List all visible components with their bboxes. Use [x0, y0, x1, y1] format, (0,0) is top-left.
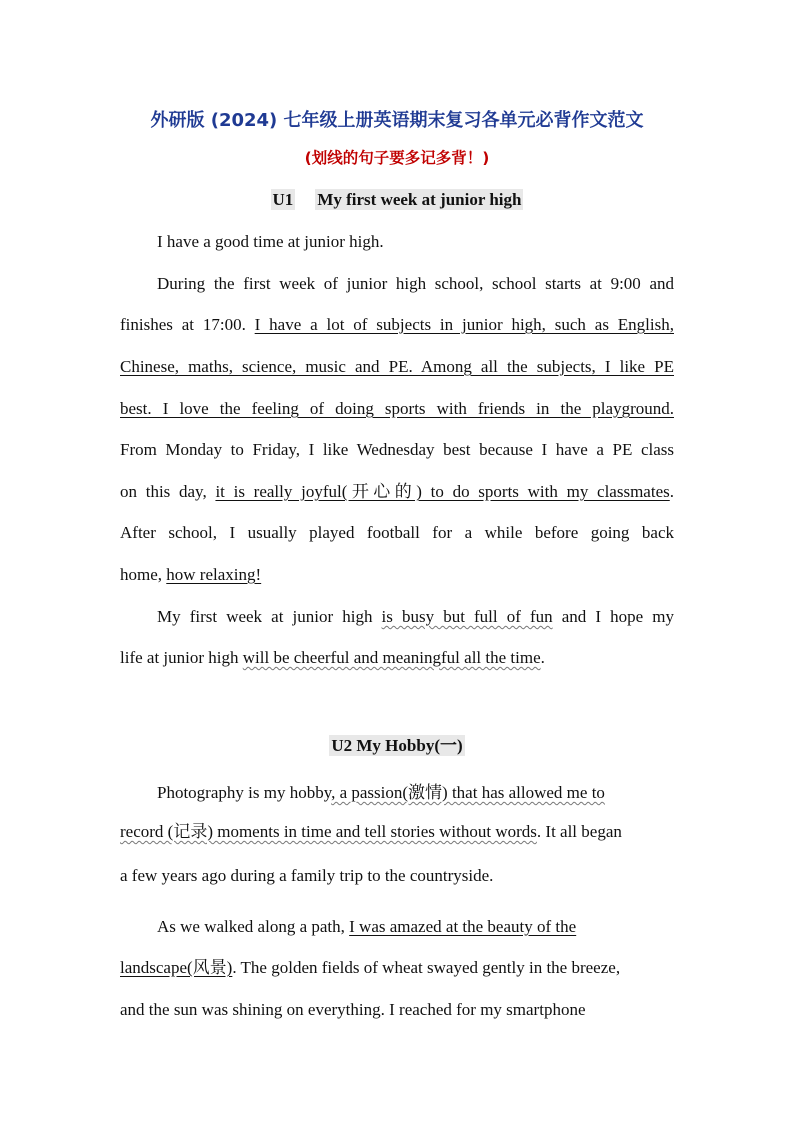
unit1-code: U1 [272, 190, 294, 209]
u2-line-1-text: Photography is my hobby [157, 783, 332, 802]
u2-line-4-text: As we walked along a path, [157, 917, 350, 936]
u1-line-9-underlined: how relaxing! [166, 565, 262, 584]
u1-line-6: From Monday to Friday, I like Wednesday best because I have a PE class [120, 440, 674, 459]
u2-line-5-underlined: landscape(风景) [120, 958, 233, 977]
u1-line-7 [120, 480, 674, 504]
u1-line-11 [120, 646, 674, 670]
u1-line-9-text: home, [120, 565, 167, 584]
u1-line-1: I have a good time at junior high. [157, 232, 384, 251]
u2-line-1-underlined: , a passion(激情) that has allowed me to [331, 783, 605, 802]
u1-line-3 [120, 313, 674, 337]
u1-line-11-underlined: will be cheerful and meaningful all the time [242, 648, 541, 667]
u1-line-8: After school, I usually played football for a while before going back [120, 523, 674, 542]
u1-line-5: best. I love the feeling of doing sports with friends in the playground. [120, 399, 674, 418]
document-title: 外研版 (2024) 七年级上册英语期末复习各单元必背作文范文 [150, 110, 644, 131]
u2-line-6: and the sun was shining on everything. I reached for my smartphone [120, 1000, 586, 1019]
u2-line-1 [157, 781, 674, 805]
u1-line-10-end: and I hope my [552, 607, 674, 626]
u2-line-3: a few years ago during a family trip to the countryside. [120, 866, 494, 885]
u2-line-5-text: . The golden fields of wheat swayed gently in the breeze, [232, 958, 621, 977]
u1-line-11-text: life at junior high [120, 648, 243, 667]
u2-line-2-underlined: record (记录) moments in time and tell stories without words [120, 822, 537, 841]
u1-line-3-text: finishes at 17:00. [120, 315, 255, 334]
u1-line-2: During the first week of junior high school, school starts at 9:00 and [157, 274, 674, 293]
u1-line-7-text: on this day, [120, 482, 216, 501]
u1-line-11-end: . [540, 648, 545, 667]
u1-line-7-end: . [669, 482, 674, 501]
u1-line-4: Chinese, maths, science, music and PE. Among all the subjects, I like PE [120, 357, 674, 376]
u2-line-5 [120, 956, 674, 980]
u2-line-2-text: . It all began [536, 822, 622, 841]
unit1-title: My first week at junior high [317, 190, 522, 209]
unit2-heading [0, 731, 794, 756]
u2-line-2 [120, 820, 674, 844]
u1-line-3-underlined: I have a lot of subjects in junior high, such as English, [254, 315, 674, 334]
document-subtitle: (划线的句子要多记多背！) [304, 149, 490, 167]
u1-line-10-underlined: is busy but full of fun [381, 607, 553, 626]
u2-line-4-underlined: I was amazed at the beauty of the [349, 917, 577, 936]
unit1-heading [0, 190, 794, 210]
u1-line-7-underlined: it is really joyful(开心的) to do sports with my classmates [215, 482, 670, 501]
unit2-title: U2 My Hobby(一) [331, 736, 463, 755]
u1-line-9 [120, 563, 674, 587]
u1-line-10 [157, 605, 674, 629]
u2-line-4 [157, 915, 674, 939]
u1-line-10-text: My first week at junior high [157, 607, 382, 626]
